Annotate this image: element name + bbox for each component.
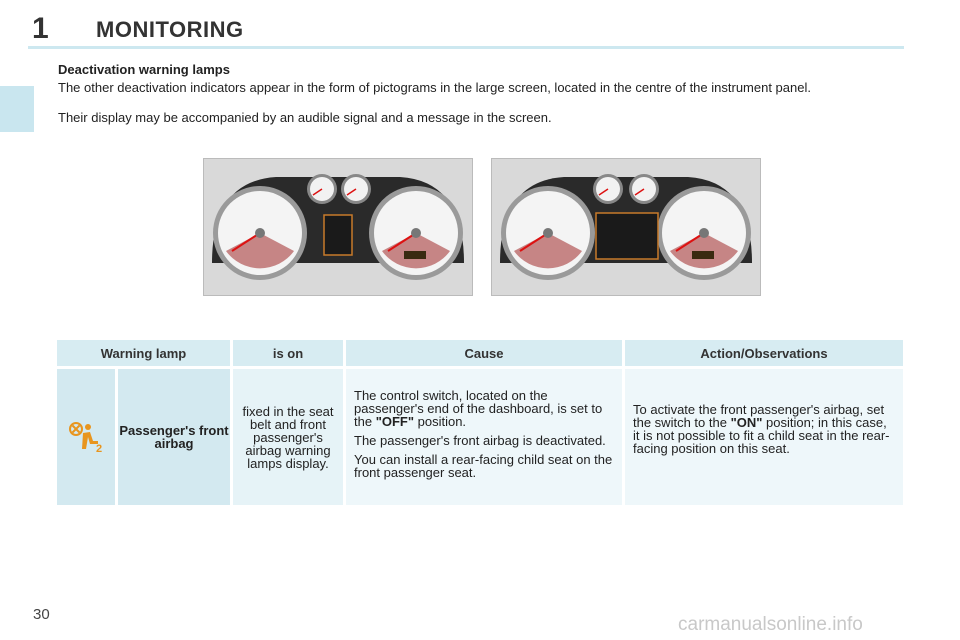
- table-header-is-on: is on: [233, 340, 343, 366]
- watermark: carmanualsonline.info: [678, 614, 863, 635]
- cause-text: The control switch, located on the passenger's end of the dashboard, is set to the: [354, 388, 603, 429]
- chapter-side-tab: [0, 86, 34, 132]
- cause-paragraph-2: The passenger's front airbag is deactivated.: [354, 433, 606, 448]
- cause-off-value: "OFF": [375, 414, 415, 429]
- cause-text-end: position.: [414, 414, 467, 429]
- warning-lamp-icon-cell: [57, 369, 115, 505]
- cause-paragraph-3: You can install a rear-facing child seat on the front passenger seat.: [354, 452, 613, 480]
- intro-paragraph: The other deactivation indicators appear in the form of pictograms in the large screen, located in the centre of the instrument panel.: [58, 80, 811, 95]
- action-paragraph: [633, 403, 895, 455]
- table-header-cause: Cause: [346, 340, 622, 366]
- action-description: [625, 369, 903, 505]
- is-on-text: fixed in the seat belt and front passenger's airbag warning lamps display.: [242, 403, 334, 471]
- table-header-action: Action/Observations: [625, 340, 903, 366]
- action-text-end: position; in this case, it is not possible to fit a child seat in the rear-facing position on this seat.: [633, 415, 890, 456]
- instrument-panel-small-screen-image: [203, 158, 473, 296]
- table-header-warning-lamp: Warning lamp: [57, 340, 230, 366]
- warning-lamp-name: Passenger's front airbag: [118, 369, 230, 505]
- page-number: 30: [33, 606, 50, 623]
- section-heading: Deactivation warning lamps: [58, 62, 230, 77]
- action-on-value: "ON": [730, 415, 763, 430]
- cause-paragraph-1: [354, 389, 614, 428]
- is-on-description: [233, 369, 343, 505]
- action-text: To activate the front passenger's airbag, set the switch to the: [633, 402, 885, 430]
- cause-description: [346, 369, 622, 505]
- passenger-airbag-off-icon: [68, 421, 104, 453]
- svg-text:2: 2: [96, 443, 103, 453]
- chapter-title: MONITORING: [96, 17, 244, 42]
- title-rule: [28, 46, 904, 49]
- instrument-panel-large-screen-image: [491, 158, 761, 296]
- chapter-number: 1: [32, 12, 49, 45]
- intro-paragraph-2: Their display may be accompanied by an audible signal and a message in the screen.: [58, 110, 552, 125]
